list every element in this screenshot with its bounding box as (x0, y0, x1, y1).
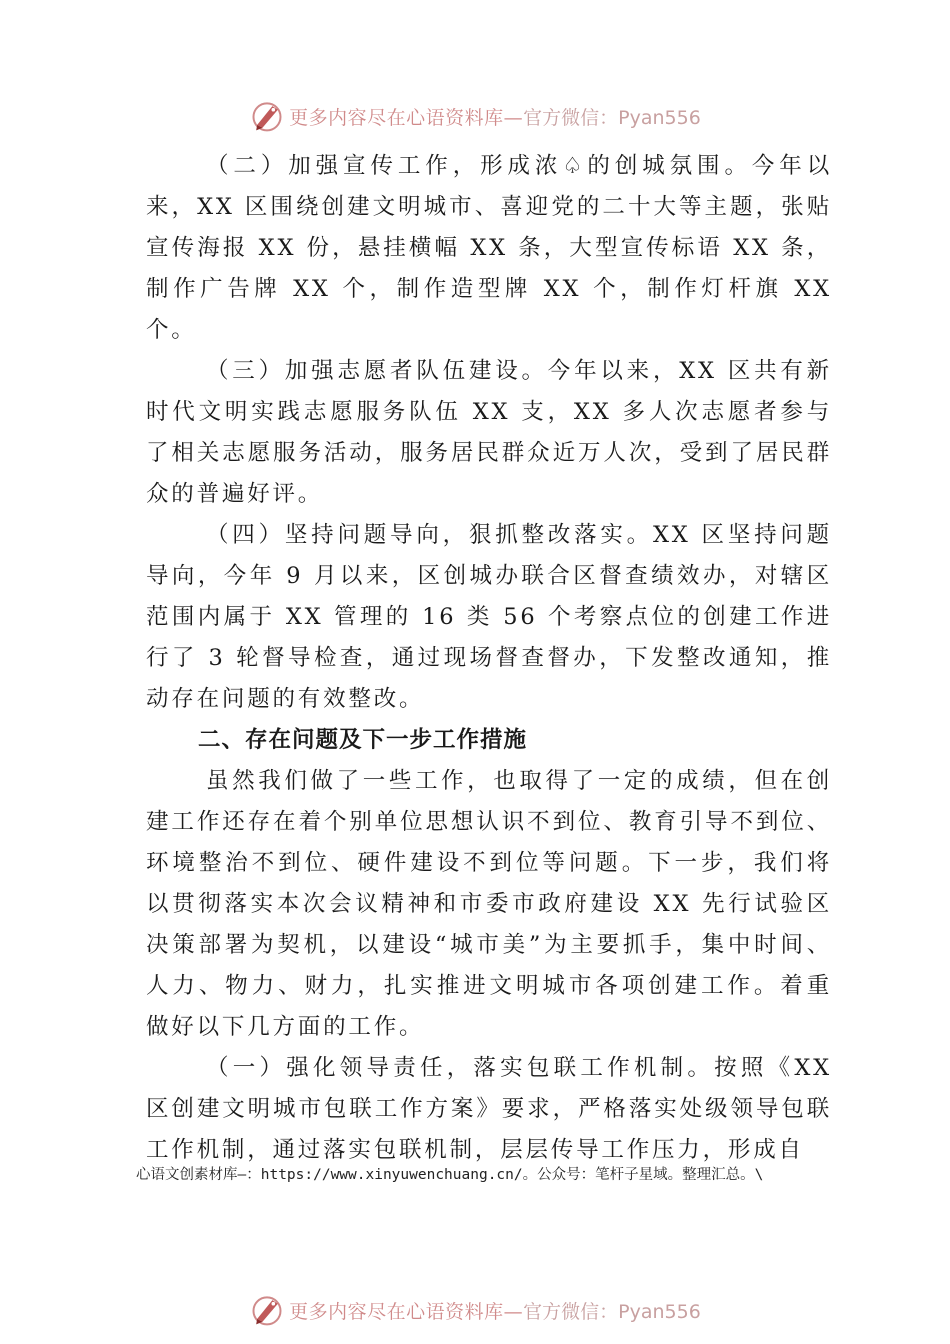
header-watermark (0, 96, 950, 136)
watermark-text: 更多内容尽在心语资料库— (289, 106, 524, 129)
watermark-text: 更多内容尽在心语资料库— (289, 1300, 524, 1323)
document-body (146, 146, 832, 1171)
pen-nib-logo-icon (249, 1292, 285, 1328)
watermark-wechat: 官方微信：Pyan556 (523, 1300, 701, 1323)
paragraph-3: （三）加强志愿者队伍建设。今年以来，XX 区共有新时代文明实践志愿服务队伍 XX 支，XX 多人次志愿者参与了相关志愿服务活动，服务居民群众近万人次，受到了居民群众的普遍好评。 (146, 358, 832, 507)
paragraph-problems: 虽然我们做了一些工作，也取得了一定的成绩，但在创建工作还存在着个别单位思想认识不到位、教育引导不到位、环境整治不到位、硬件建设不到位等问题。下一步，我们将 以贯彻落实本次会议精神和市委市政府建设 XX 先行试验区决策部署为契机，以建设“城市美”为主要抓手，集中时间、 人力、物力、财力，扎实推进文明城市各项创建工作。着重 做好以下几方面的工作。 (146, 768, 832, 1040)
pen-nib-logo-icon (249, 98, 285, 134)
footer-watermark (0, 1290, 950, 1330)
paragraph-measure-1: （一）强化领导责任，落实包联工作机制。按照《XX 区创建文明城市包联工作方案》要求，严格落实处级领导包联工作机制，通过落实包联机制，层层传导工作压力，形成自 (146, 1055, 832, 1163)
footer-source-note: 心语文创素材库—：https://www.xinyuwenchuang.cn/。公众号：笔杆子星域。整理汇总。\ (136, 1167, 764, 1183)
watermark-wechat: 官方微信：Pyan556 (523, 106, 701, 129)
paragraph-2: （二）加强宣传工作，形成浓♤的创城氛围。今年以来，XX 区围绕创建文明城市、喜迎党的二十大等主题，张贴宣传海报 XX 份，悬挂横幅 XX 条，大型宣传标语 XX 条，制作广告牌 XX 个，制作造型牌 XX 个，制作灯杆旗 XX 个。 (146, 153, 832, 343)
section-heading: 二、存在问题及下一步工作措施 (198, 727, 528, 753)
paragraph-4: （四）坚持问题导向，狠抓整改落实。XX 区坚持问题导向，今年 9 月以来，区创城办联合区督查绩效办，对辖区范围内属于 XX 管理的 16 类 56 个考察点位的创建工作进行了 3 轮督导检查，通过现场督查督办，下发整改通知，推动存在问题的有效整改。 (146, 522, 832, 712)
